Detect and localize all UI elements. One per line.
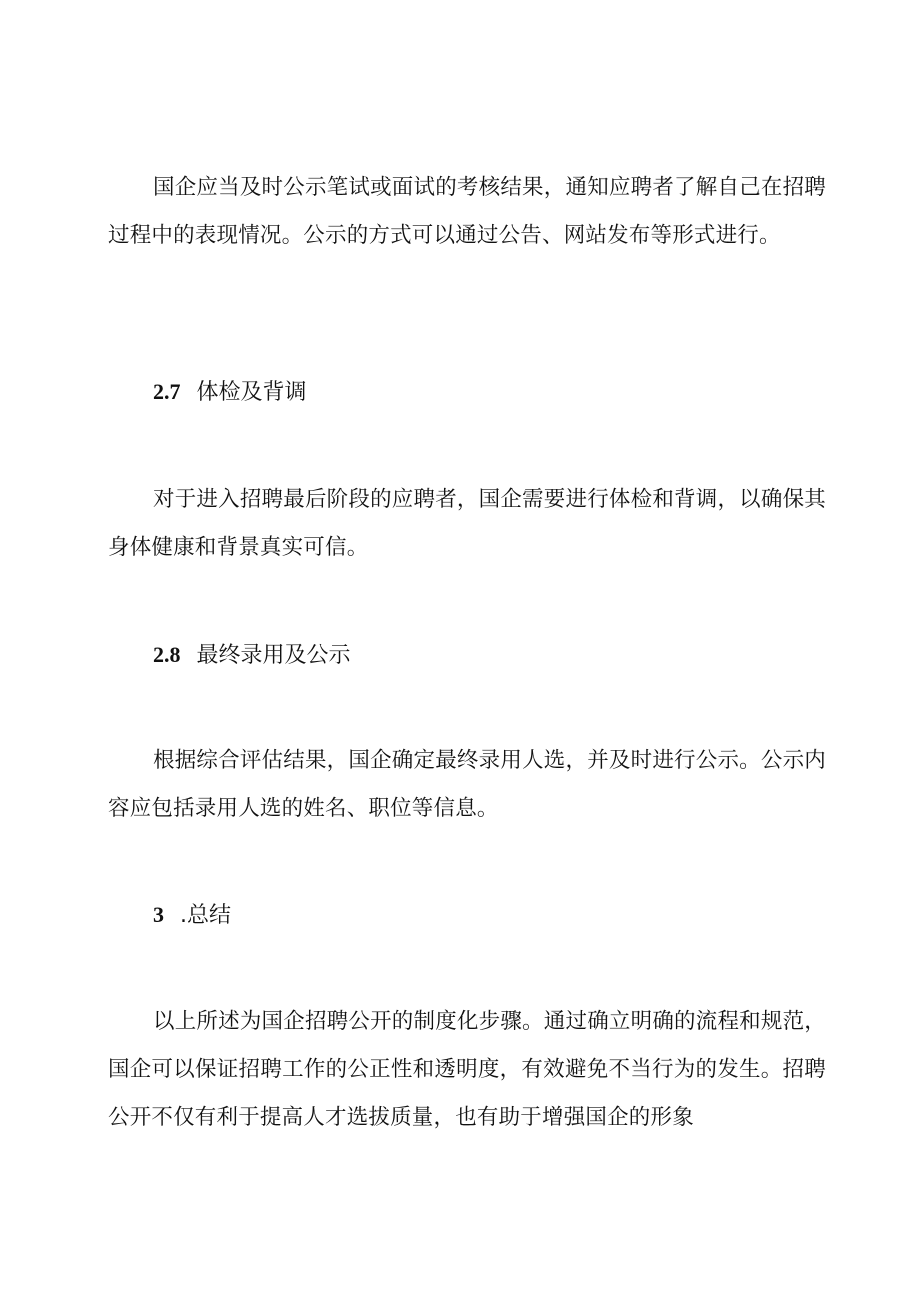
section-heading-3 [153, 900, 231, 931]
section-number: 3 [153, 902, 164, 927]
section-title: 体检及背调 [196, 380, 307, 405]
paragraph-summary: 以上所述为国企招聘公开的制度化步骤。通过确立明确的流程和规范，国企可以保证招聘工作的公正性和透明度，有效避免不当行为的发生。招聘公开不仅有利于提高人才选拔质量，也有助于增强国企的形象 [108, 1009, 826, 1130]
paragraph-final-hiring: 根据综合评估结果，国企确定最终录用人选，并及时进行公示。公示内容应包括录用人选的姓名、职位等信息。 [108, 748, 826, 821]
paragraph-results-publication: 国企应当及时公示笔试或面试的考核结果，通知应聘者了解自己在招聘过程中的表现情况。公示的方式可以通过公告、网站发布等形式进行。 [108, 175, 826, 248]
section-number: 2.7 [153, 379, 181, 404]
section-title: .总结 [180, 903, 231, 928]
section-heading-2-7 [153, 377, 307, 408]
section-heading-2-8 [153, 640, 351, 671]
paragraph-medical-background-check: 对于进入招聘最后阶段的应聘者，国企需要进行体检和背调，以确保其身体健康和背景真实可信。 [108, 487, 826, 560]
section-number: 2.8 [153, 642, 181, 667]
section-title: 最终录用及公示 [196, 643, 351, 668]
